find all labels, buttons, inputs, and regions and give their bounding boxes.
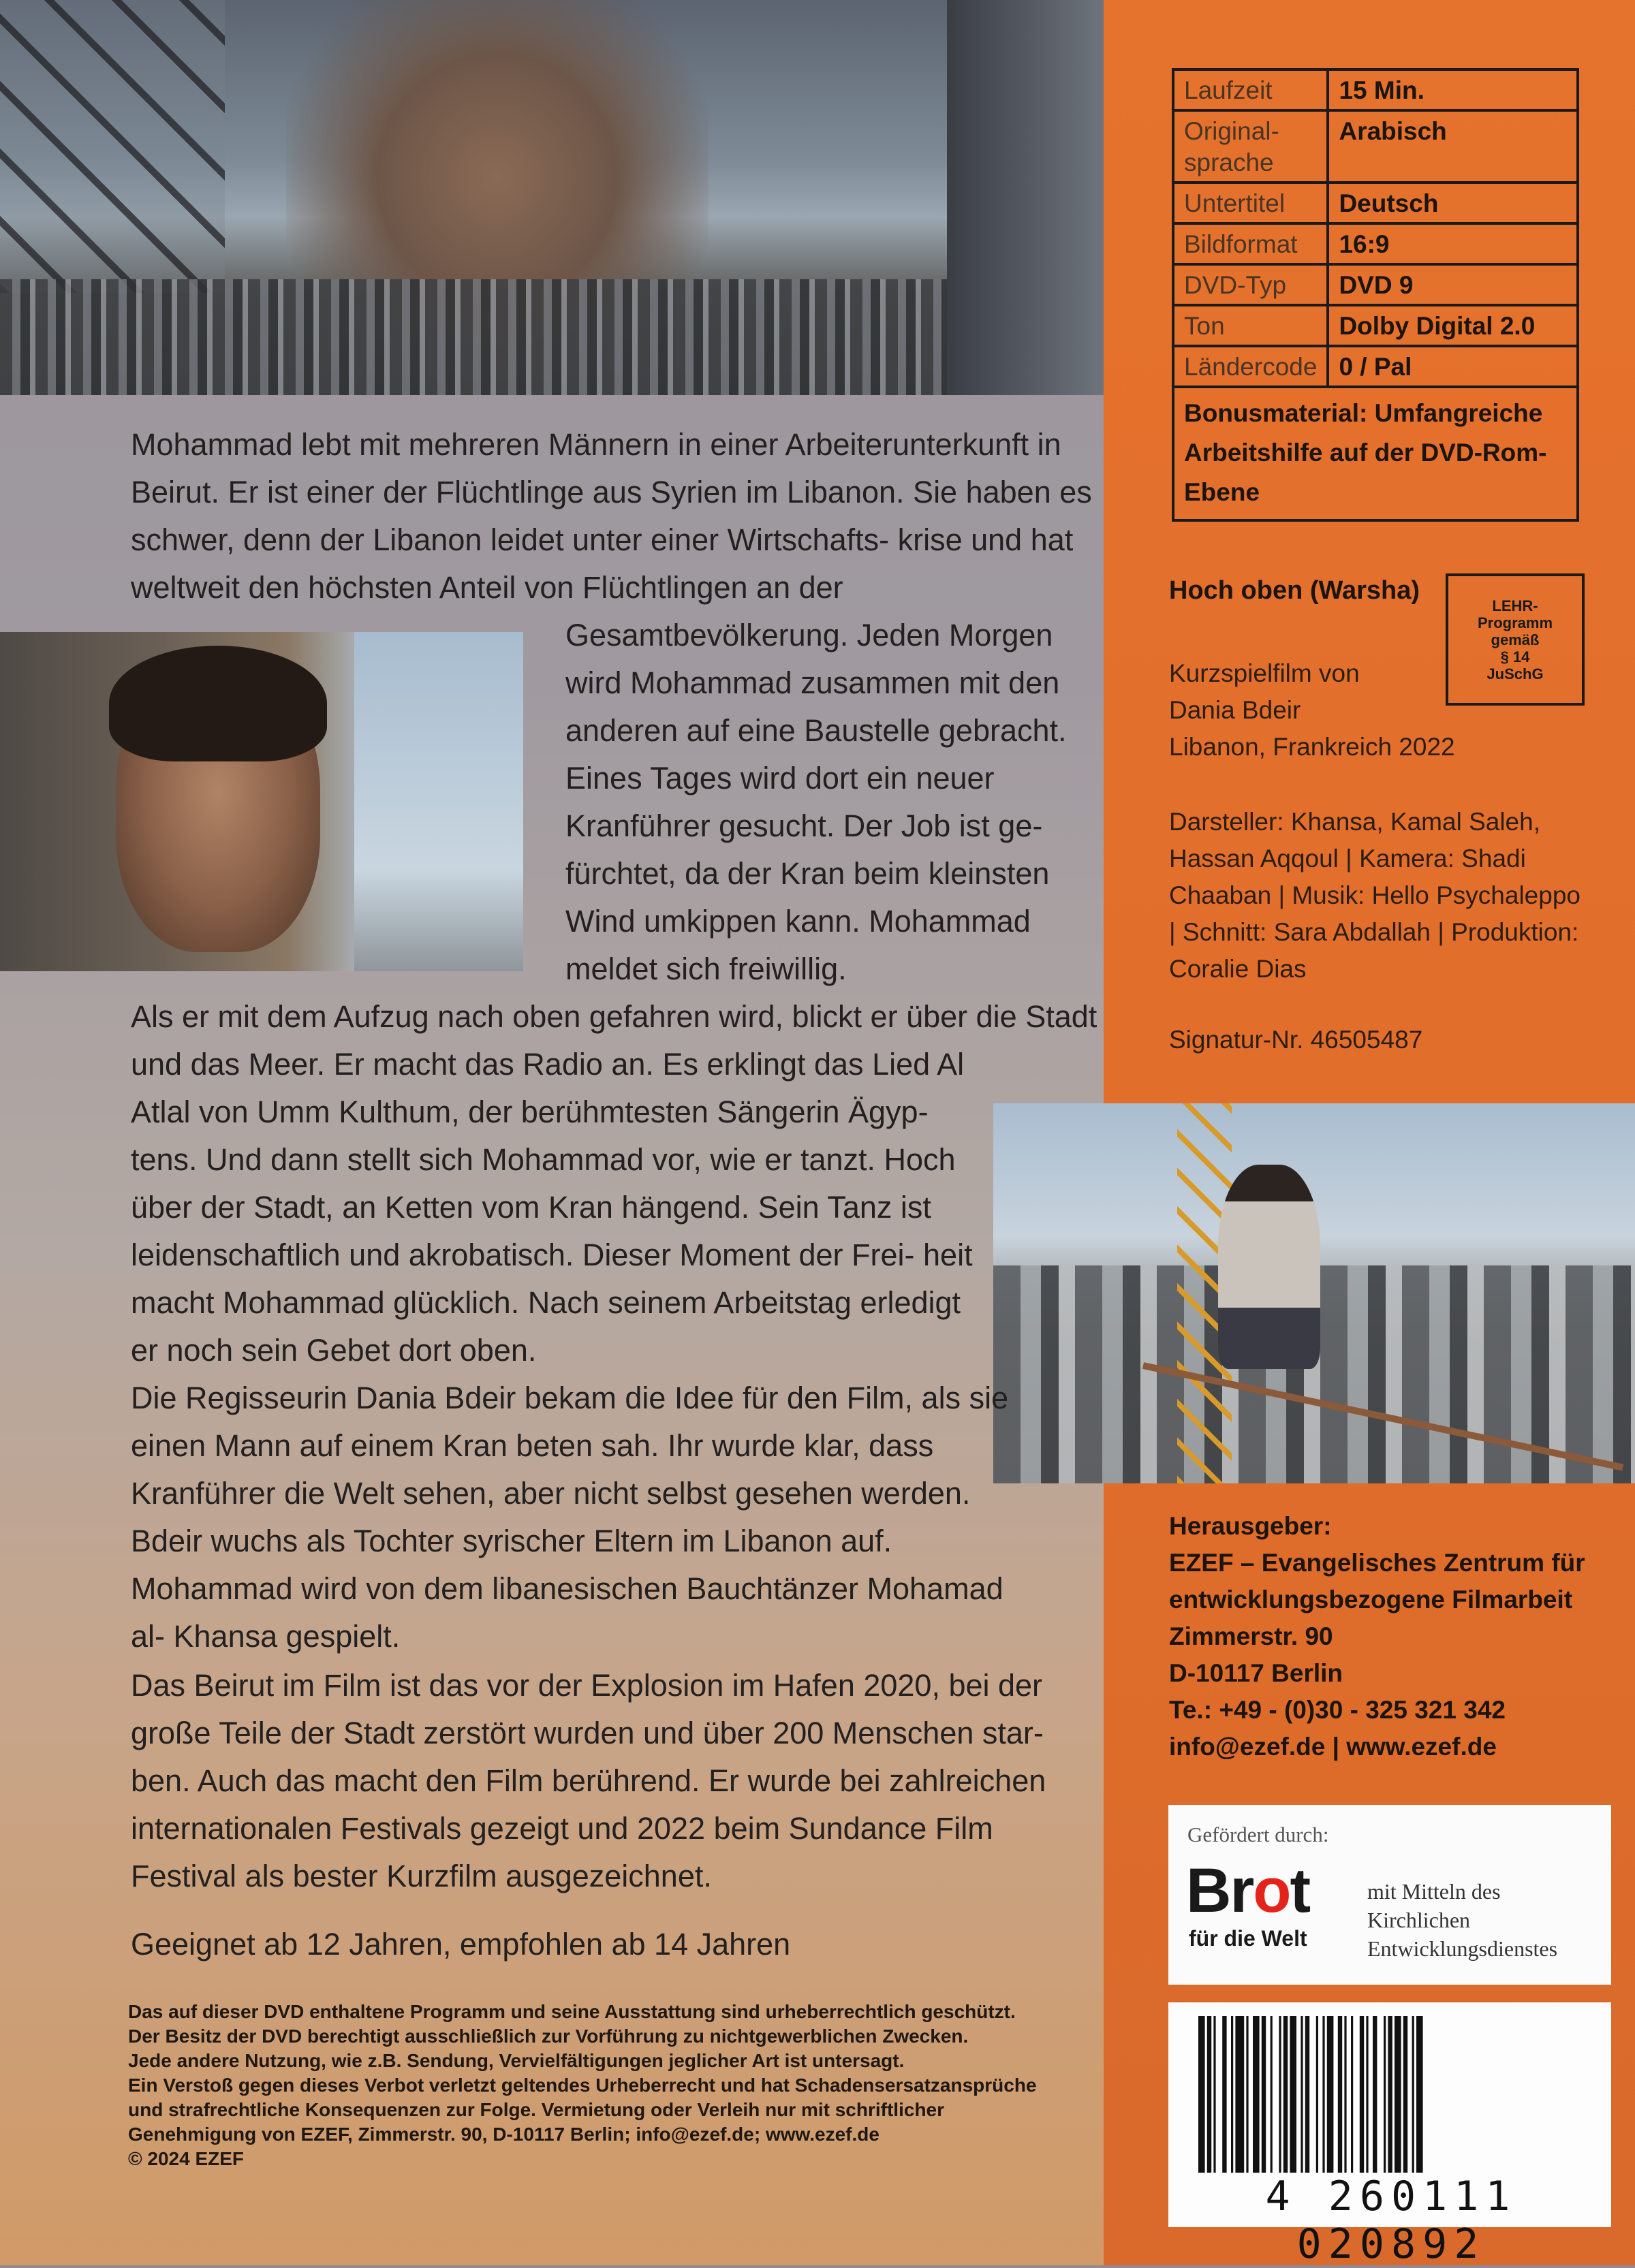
barcode-bar [1388, 2016, 1392, 2173]
barcode-bar [1213, 2016, 1215, 2173]
barcode-bar [1373, 2016, 1377, 2173]
spec-row [1173, 69, 1578, 110]
legal-line: Genehmigung von EZEF, Zimmerstr. 90, D-10117 Berlin; info@ezef.de; www.ezef.de [128, 2124, 879, 2145]
film-title: Hoch oben (Warsha) [1169, 576, 1420, 605]
crane-column [947, 0, 1104, 395]
film-info-line: Dania Bdeir [1169, 696, 1301, 724]
barcode-number: 4 260111 020892 [1265, 2173, 1517, 2268]
barcode-bar [1198, 2016, 1205, 2173]
barcode-bar [1384, 2016, 1386, 2173]
legal-line: Ein Verstoß gegen dieses Verbot verletzt geltendes Urheberrecht und hat Schadensersatzansprüche [128, 2075, 1037, 2096]
logo-subtitle: für die Welt [1189, 1926, 1307, 1951]
logo-text: t [1290, 1856, 1310, 1925]
barcode-bar [1366, 2016, 1368, 2173]
sponsor-text-line: Kirchlichen [1367, 1908, 1471, 1932]
legal-notice [128, 2000, 1116, 2171]
barcode-bar [1262, 2016, 1266, 2173]
badge-line: gemäß [1491, 631, 1540, 648]
publisher-line: Te.: +49 - (0)30 - 325 321 342 [1169, 1696, 1506, 1724]
synopsis-paragraph: Mohammad lebt mit mehreren Männern in einer Arbeiterunterkunft in Beirut. Er ist einer der Flüchtlinge aus Syrien im Libanon. Sie haben es schwer, denn der Libanon leidet unter einer Wirtschafts- krise und hat weltweit den höchsten Anteil von Flüchtlingen an der [131, 427, 1092, 605]
spec-label: Untertitel [1173, 183, 1328, 223]
crane-city-photo [0, 0, 1104, 395]
spec-label: Ton [1173, 305, 1328, 346]
barcode-bar [1412, 2016, 1414, 2173]
barcode-bar [1327, 2016, 1334, 2173]
barcode-bar [1231, 2016, 1233, 2173]
synopsis-paragraph: Gesamtbevölkerung. Jeden Morgen wird Mohammad zusammen mit den anderen auf eine Baustelle gebracht. Eines Tages wird dort ein neuer Kranführer gesucht. Der Job ist ge- fürchtet, da der Kran beim kleinsten Wind umkippen kann. Mohammad meldet sich freiwillig. [565, 618, 1067, 986]
spec-row [1173, 305, 1578, 346]
barcode-bar [1403, 2016, 1407, 2173]
city-skyline [0, 279, 1104, 395]
spec-value: Arabisch [1328, 110, 1578, 183]
sponsor-text-line: mit Mitteln des [1367, 1879, 1501, 1904]
sponsor-text-line: Entwicklungsdienstes [1367, 1936, 1558, 1961]
man-figure [1218, 1165, 1320, 1369]
barcode-bar [1283, 2016, 1288, 2173]
legal-line: Jede andere Nutzung, wie z.B. Sendung, Vervielfältigungen jeglicher Art ist untersagt. [128, 2050, 905, 2071]
barcode-bar [1344, 2016, 1346, 2173]
legal-line: © 2024 EZEF [128, 2148, 245, 2169]
spec-value: Deutsch [1328, 183, 1578, 223]
barcode-bar [1338, 2016, 1342, 2173]
spec-table [1172, 68, 1579, 522]
publisher-line: D-10117 Berlin [1169, 1659, 1343, 1687]
barcode-bar [1207, 2016, 1211, 2173]
barcode-bar [1351, 2016, 1353, 2173]
sponsor-label: Gefördert durch: [1187, 1823, 1329, 1846]
signatur-number: Signatur-Nr. 46505487 [1169, 1026, 1423, 1054]
logo-text: Br [1186, 1856, 1254, 1925]
barcode-bar [1301, 2016, 1303, 2173]
barcode-bar [1271, 2016, 1273, 2173]
spec-label: Original- sprache [1173, 110, 1328, 183]
barcode-bar [1360, 2016, 1364, 2173]
barcode-bar [1416, 2016, 1423, 2173]
still-photo-man-on-crane [993, 1103, 1635, 1483]
film-info-line: Libanon, Frankreich 2022 [1169, 733, 1455, 761]
barcode-bars [1196, 2016, 1591, 2173]
spec-label: Ländercode [1173, 346, 1328, 387]
spec-row [1173, 223, 1578, 264]
badge-line: Programm [1477, 614, 1553, 631]
publisher-line: entwicklungsbezogene Filmarbeit [1169, 1586, 1573, 1613]
spec-value: 15 Min. [1328, 69, 1578, 110]
synopsis-paragraph: Das Beirut im Film ist das vor der Explosion im Hafen 2020, bei der große Teile der Stadt zerstört wurden und über 200 Menschen star- ben. Auch das macht den Film berührend. Er wurde bei zahlreichen internationalen Festivals gezeigt und 2022 beim Sundance Film Festival als bester Kurzfilm ausgezeichnet. [131, 1668, 1046, 1893]
barcode-bar [1290, 2016, 1296, 2173]
badge-line: JuSchG [1486, 665, 1544, 682]
film-credits: Darsteller: Khansa, Kamal Saleh, Hassan Aqqoul | Kamera: Shadi Chaaban | Musik: Hello Psychaleppo | Schnitt: Sara Abdallah | Produktion: Coralie Dias [1169, 808, 1580, 983]
badge-line: LEHR- [1492, 597, 1538, 614]
still-photo-man-in-cab [0, 632, 523, 971]
publisher-line: Herausgeber: [1169, 1512, 1332, 1540]
synopsis-paragraph: Atlal von Umm Kulthum, der berühmtesten Sängerin Ägyp- tens. Und dann stellt sich Mohammad vor, wie er tanzt. Hoch über der Stadt, an Ketten vom Kran hängend. Sein Tanz ist leidenschaftlich und akrobatisch. Dieser Moment der Frei- heit macht Mohammad glücklich. Nach seinem Arbeitstag erledigt er noch sein Gebet dort oben. [131, 1094, 973, 1368]
barcode [1168, 2002, 1611, 2268]
film-info-line: Kurzspielfilm von [1169, 659, 1360, 687]
synopsis-paragraph: Als er mit dem Aufzug nach oben gefahren wird, blickt er über die Stadt und das Meer. Er macht das Radio an. Es erklingt das Lied Al [131, 999, 1097, 1082]
legal-line: Der Besitz der DVD berechtigt ausschließlich zur Vorführung zu nichtgewerblichen Zwecken. [128, 2026, 969, 2047]
spec-row [1173, 183, 1578, 223]
bonus-material: Bonusmaterial: Umfangreiche Arbeitshilfe auf der DVD-Rom-Ebene [1173, 387, 1578, 520]
barcode-bar [1316, 2016, 1318, 2173]
barcode-bar [1279, 2016, 1281, 2173]
sponsor-text [1367, 1877, 1606, 1963]
spec-row [1173, 346, 1578, 387]
spec-value: 0 / Pal [1328, 346, 1578, 387]
age-rating-badge [1446, 573, 1585, 706]
spec-value: Dolby Digital 2.0 [1328, 305, 1578, 346]
brot-fuer-die-welt-logo [1186, 1856, 1310, 1925]
badge-line: § 14 [1500, 648, 1530, 665]
spec-value: 16:9 [1328, 223, 1578, 264]
crane-structure [0, 0, 225, 293]
publisher-line: EZEF – Evangelisches Zentrum für [1169, 1549, 1585, 1577]
cab-window [354, 632, 523, 971]
spec-label: Laufzeit [1173, 69, 1328, 110]
sponsor-box [1168, 1805, 1611, 1985]
spec-value: DVD 9 [1328, 264, 1578, 305]
barcode-bar [1246, 2016, 1248, 2173]
barcode-bar [1395, 2016, 1401, 2173]
barcode-bar [1305, 2016, 1309, 2173]
publisher-line: Zimmerstr. 90 [1169, 1622, 1333, 1650]
barcode-bar [1253, 2016, 1260, 2173]
legal-line: Das auf dieser DVD enthaltene Programm und seine Ausstattung sind urheberrechtlich geschützt. [128, 2001, 1016, 2022]
spec-row [1173, 264, 1578, 305]
barcode-bar [1222, 2016, 1226, 2173]
spec-label: Bildformat [1173, 223, 1328, 264]
publisher-line: info@ezef.de | www.ezef.de [1169, 1733, 1497, 1761]
spec-row [1173, 110, 1578, 183]
publisher-block [1169, 1508, 1605, 1765]
synopsis-paragraph: Die Regisseurin Dania Bdeir bekam die Idee für den Film, als sie einen Mann auf einem Kran beten sah. Ihr wurde klar, dass Kranführer die Welt sehen, aber nicht selbst gesehen werden. Bdeir wuchs als Tochter syrischer Eltern im Libanon auf. Mohammad wird von dem libanesischen Bauchtänzer Mohamad al- Khansa gespielt. [131, 1381, 1009, 1654]
age-recommendation: Geeignet ab 12 Jahren, empfohlen ab 14 Jahren [131, 1927, 791, 1962]
barcode-bar [1322, 2016, 1324, 2173]
film-info [1169, 655, 1455, 766]
spec-label: DVD-Typ [1173, 264, 1328, 305]
barcode-bar [1235, 2016, 1244, 2173]
legal-line: und strafrechtliche Konsequenzen zur Folge. Vermietung oder Verleih nur mit schriftlicher [128, 2099, 945, 2120]
man-hair [109, 646, 327, 761]
logo-text-o: o [1253, 1856, 1290, 1925]
